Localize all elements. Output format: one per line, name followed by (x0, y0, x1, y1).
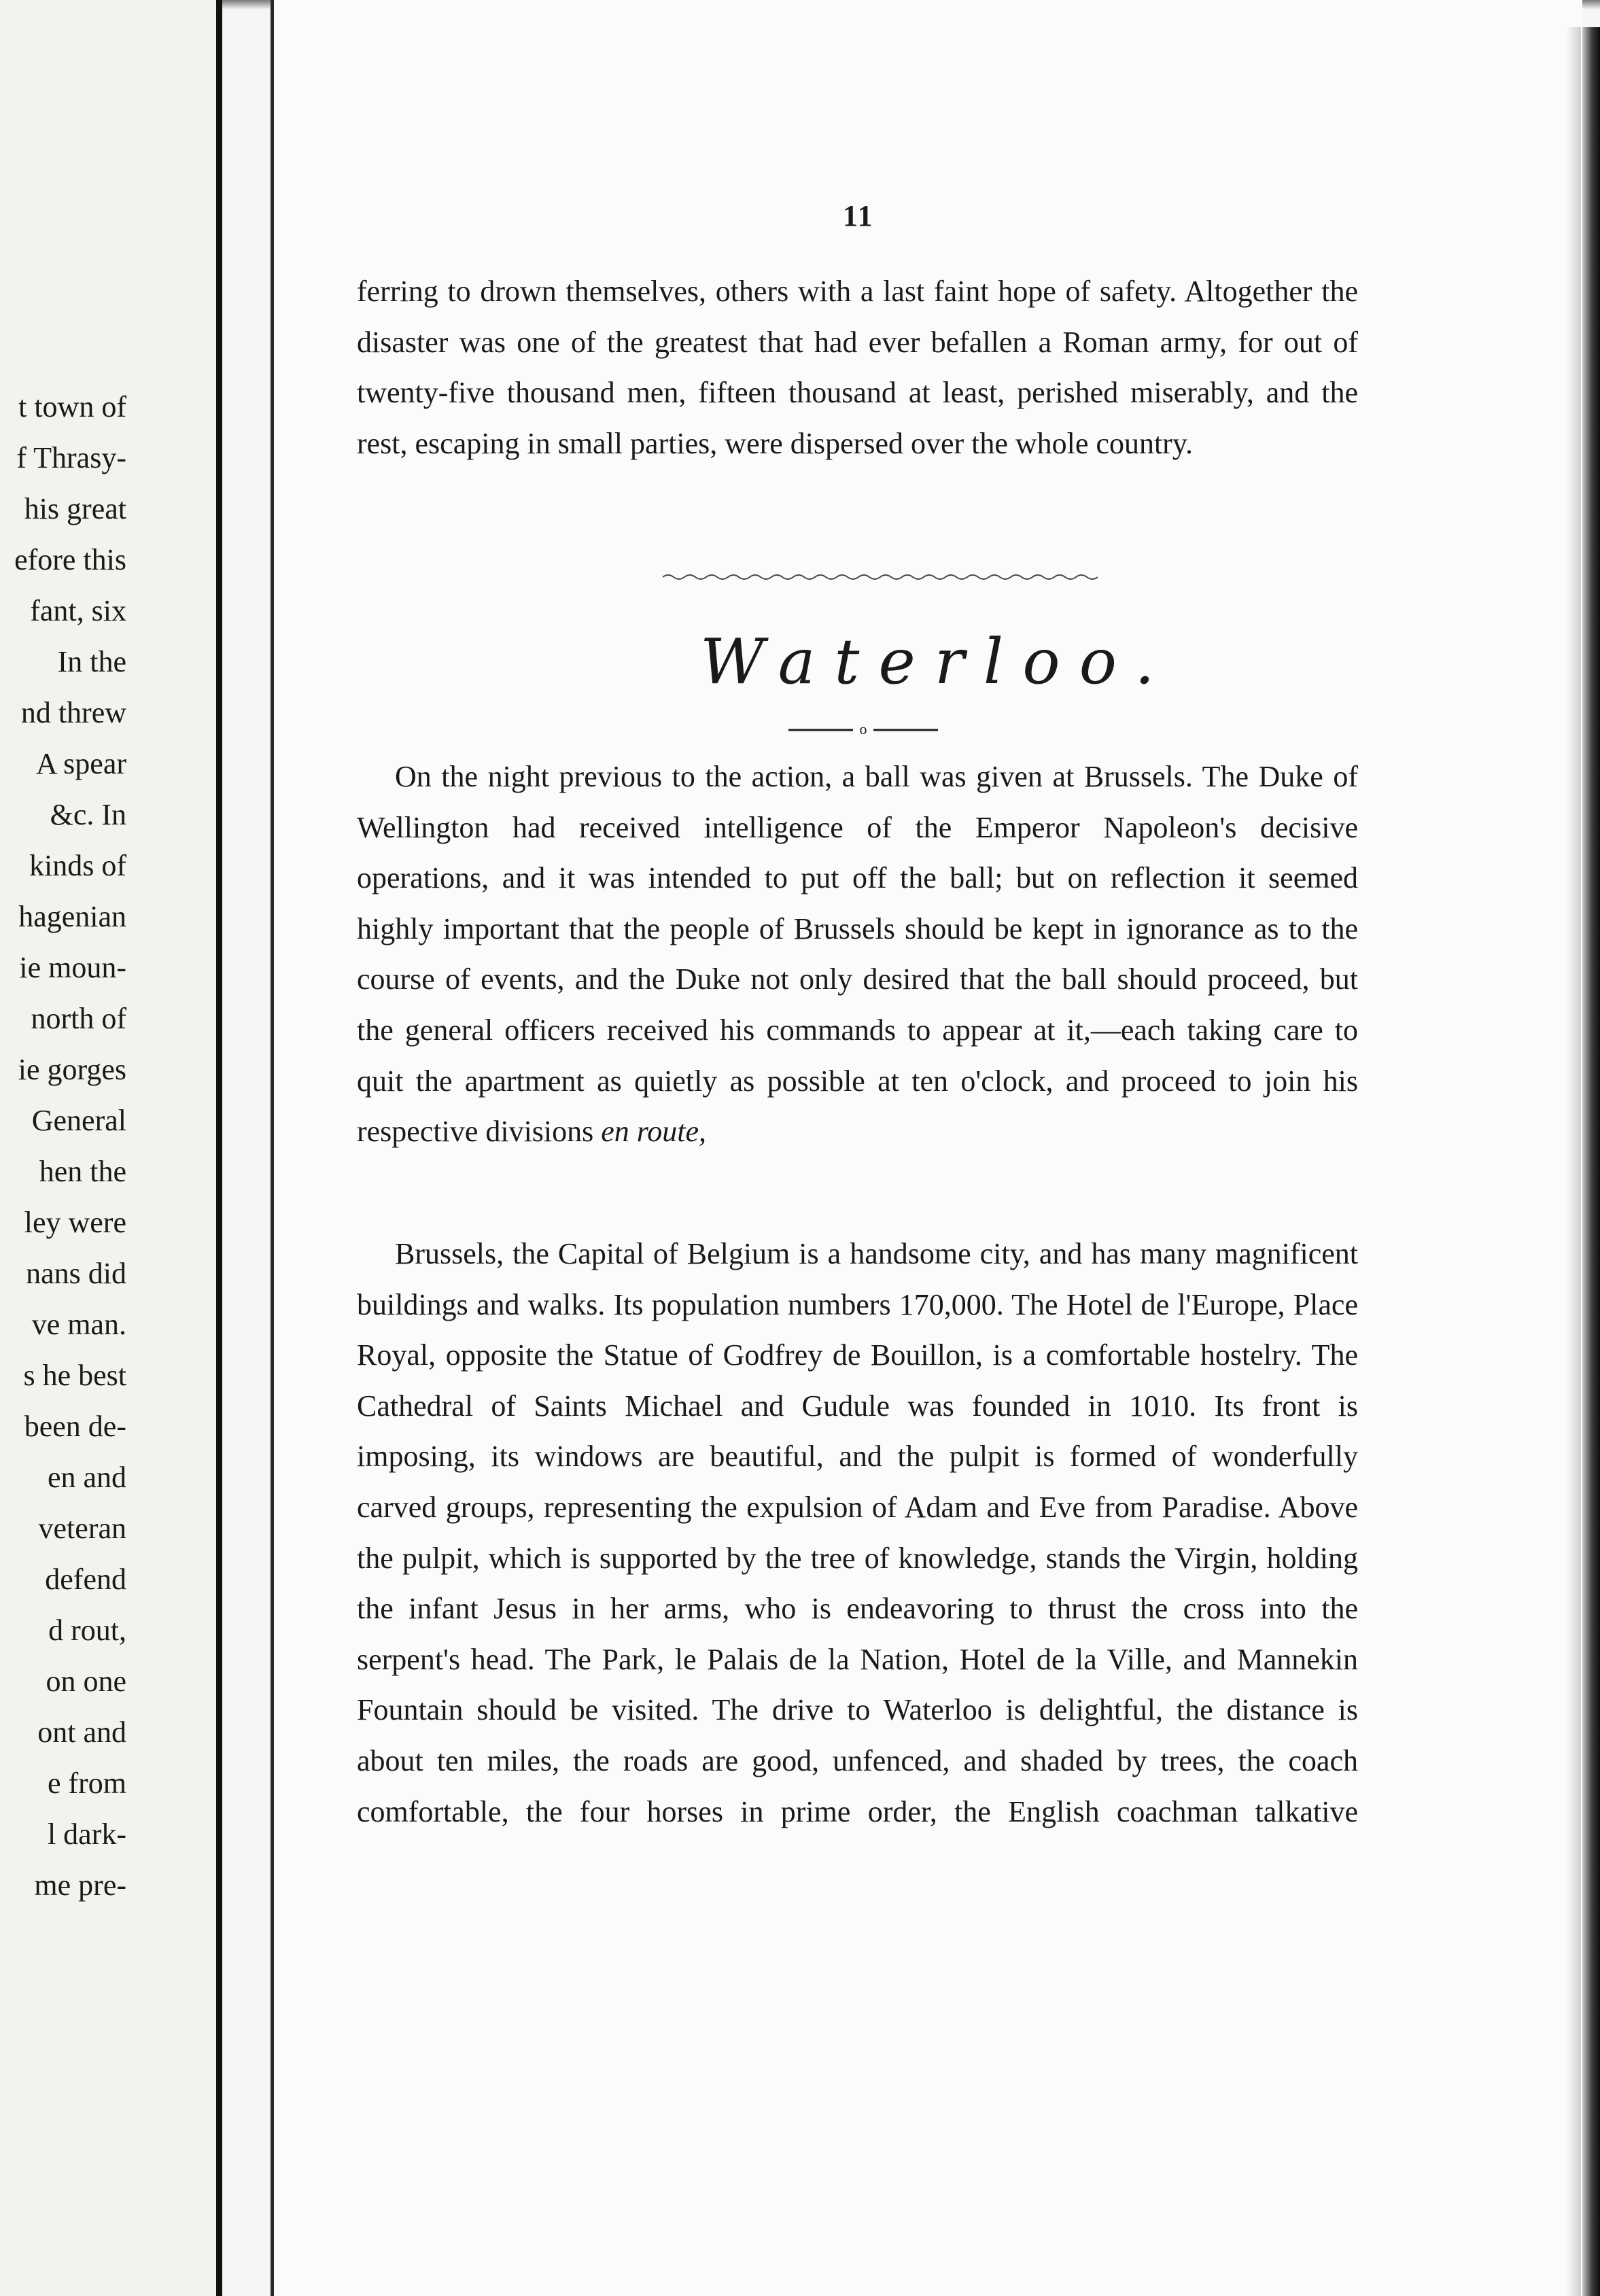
left-page-line: t town of (18, 390, 126, 423)
left-page-line: on one (46, 1665, 126, 1698)
left-page-line: ve man. (31, 1308, 126, 1341)
left-page-line: me pre- (34, 1868, 126, 1902)
page-fold-line (271, 0, 274, 2296)
left-page-line: l dark- (47, 1817, 126, 1851)
left-page-line: veteran (38, 1512, 126, 1545)
left-page-line: nans did (26, 1257, 126, 1290)
paragraph-text: On the night previous to the action, a ball was given at Brussels. The Duke of Wellington had received intelligence of the Emperor Napoleon's decisive operations, and it was intended to put off the ball; but on reflection it seemed highly important that the people of Brussels should be kept in ignorance as to the course of events, and the Duke not only desired that the ball should proceed, but the general officers received his commands to appear at it,—each taking care to quit the apartment as quietly as possible at ten o'clock, and proceed to join his respective divisions (357, 760, 1358, 1149)
scan-right-edge-shadow (1582, 27, 1600, 2296)
left-page-line: d rout, (48, 1614, 126, 1647)
left-page-line: fant, six (30, 594, 126, 627)
left-page-line: efore this (14, 543, 126, 576)
binding-gutter-line (216, 0, 222, 2296)
left-page-line: &c. In (50, 798, 126, 831)
left-page-line: been de- (24, 1410, 126, 1443)
left-page-line: defend (45, 1563, 126, 1596)
left-page-line: e from (47, 1767, 126, 1800)
left-page-line: General (31, 1104, 126, 1137)
left-page-line: hagenian (18, 900, 126, 933)
paragraph-brussels-description: Brussels, the Capital of Belgium is a handsome city, and has many magnificent buildings and walks. Its population numbers 170,000. The Hotel de l'Europe, Place Royal, opposite the Statue of Godfrey de Bouillon, is a comfortable hostelry. The Cathedral of Saints Michael and Gudule was founded in 1010. Its front is imposing, its windows are beautiful, and the pulpit is formed of wonderfully carved groups, representing the expulsion of Adam and Eve from Paradise. Above the pulpit, which is supported by the tree of knowledge, stands the Virgin, holding the infant Jesus in her arms, who is endeavoring to thrust the cross into the serpent's head. The Park, le Palais de la Nation, Hotel de la Ville, and Mannekin Fountain should be visited. The drive to Waterloo is delightful, the distance is about ten miles, the roads are good, unfenced, and shaded by trees, the coach comfortable, the four horses in prime order, the English coachman talkative (357, 1237, 1358, 1828)
italic-phrase: en route, (601, 1115, 707, 1149)
left-page-line: f Thrasy- (16, 441, 126, 474)
left-page-line: ie moun- (19, 951, 126, 984)
left-page-line: ie gorges (18, 1053, 126, 1086)
left-page-line: hen the (39, 1155, 126, 1188)
left-page-line: s he best (23, 1359, 126, 1392)
left-page-line: ont and (37, 1716, 126, 1749)
section-title: Waterloo. (700, 625, 1174, 698)
left-page-line: north of (31, 1002, 126, 1035)
left-page-line: nd threw (20, 696, 126, 729)
left-page-line: A spear (35, 747, 126, 780)
title-divider-ornament: o (859, 723, 867, 737)
left-page-line: en and (47, 1461, 126, 1494)
left-page-line: his great (24, 492, 126, 525)
continuation-paragraph: ferring to drown themselves, others with a last faint hope of safety. Altogether the disaster was one of the greatest that had ever befallen a Roman army, for out of twenty-five thousand men, fifteen thousand at least, perished miserably, and the rest, escaping in small parties, were dispersed over the whole country. (357, 275, 1358, 460)
previous-page-fragment (0, 0, 216, 2296)
left-page-line: In the (57, 645, 126, 678)
ornamental-wavy-rule (663, 572, 1098, 582)
left-page-line: kinds of (29, 849, 126, 882)
title-divider (788, 723, 938, 737)
left-page-line: ley were (24, 1206, 126, 1239)
page-number: 11 (843, 199, 874, 232)
paragraph-ball-at-brussels (357, 752, 1358, 1158)
